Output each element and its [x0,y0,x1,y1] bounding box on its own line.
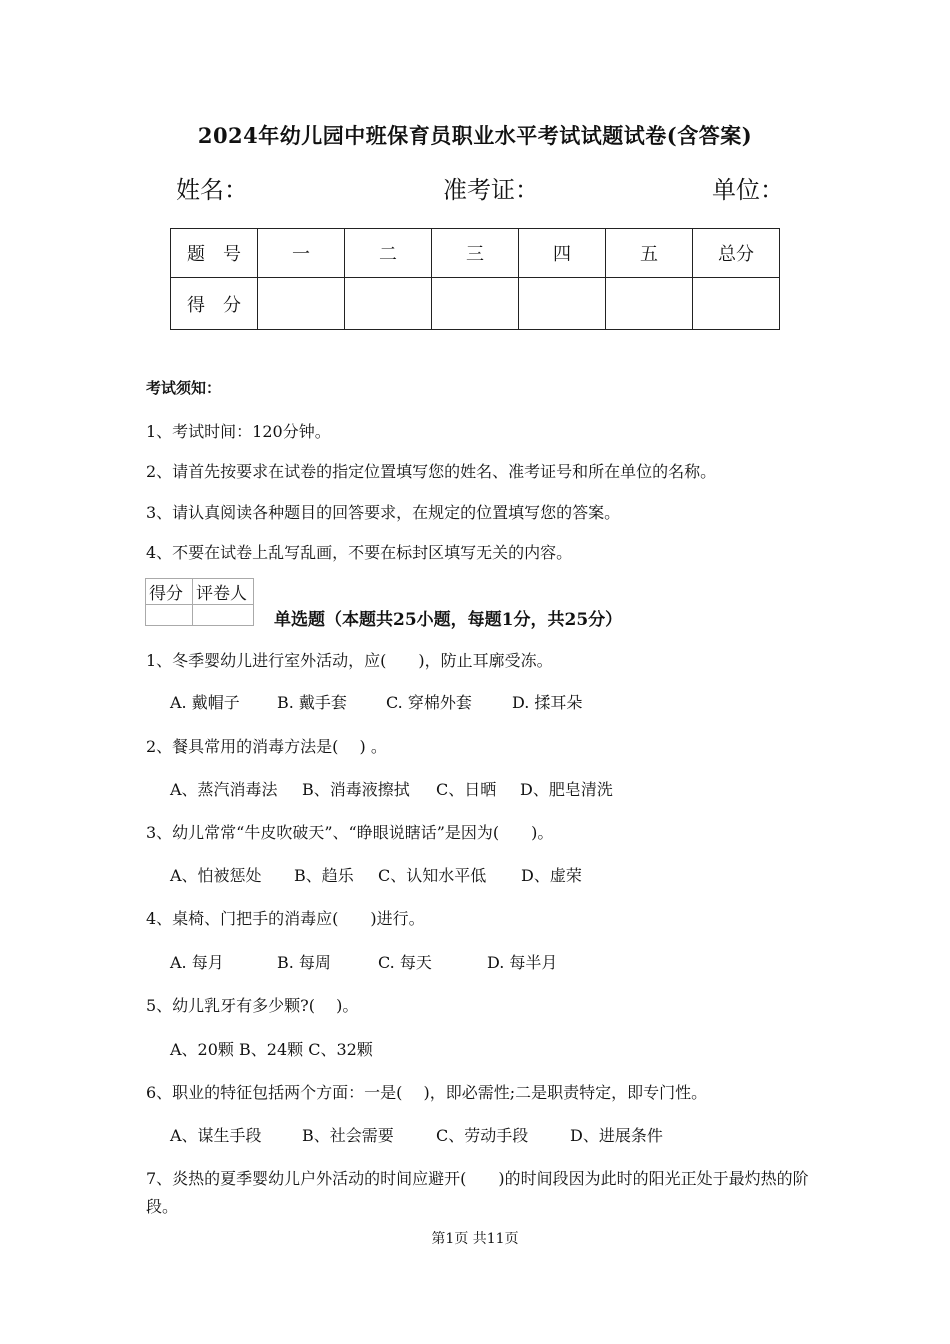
option[interactable]: D. 每半月 [487,953,558,972]
question-text: 6、职业的特征包括两个方面：一是( )，即必需性;二是职责特定，即专门性。 [146,1083,708,1102]
score-cell[interactable] [345,278,432,330]
score-cell[interactable] [606,278,693,330]
notice-item: 2、请首先按要求在试卷的指定位置填写您的姓名、准考证号和所在单位的名称。 [146,462,717,481]
question-options [170,863,582,886]
score-table-score-label: 得 分 [171,278,258,330]
score-table-header-total: 总分 [693,229,780,278]
option[interactable]: C. 每天 [378,953,432,972]
option[interactable]: C、认知水平低 [378,866,487,885]
grader-box [145,578,254,626]
section-title: 单选题（本题共25小题，每题1分，共25分） [274,610,623,630]
score-table-header-3: 三 [432,229,519,278]
option[interactable]: B、消毒液擦拭 [302,780,410,799]
score-table-score-row [171,278,780,330]
option[interactable]: D. 揉耳朵 [512,693,583,712]
option[interactable]: A. 戴帽子 [170,693,240,712]
score-table-header-1: 一 [258,229,345,278]
notice-item: 3、请认真阅读各种题目的回答要求，在规定的位置填写您的答案。 [146,503,621,522]
option[interactable]: B、社会需要 [302,1126,394,1145]
unit-label: 单位： [712,176,784,204]
question-text: 1、冬季婴幼儿进行室外活动，应( )，防止耳廓受冻。 [146,651,553,670]
notice-item: 1、考试时间：120分钟。 [146,422,331,441]
option[interactable]: D、肥皂清洗 [520,780,613,799]
option[interactable]: A、谋生手段 [170,1126,262,1145]
question-text: 2、餐具常用的消毒方法是( ) 。 [146,737,387,756]
score-cell[interactable] [432,278,519,330]
question-text: 7、炎热的夏季婴幼儿户外活动的时间应避开( )的时间段因为此时的阳光正处于最灼热的阶段。 [146,1169,809,1216]
name-label: 姓名： [176,176,248,204]
question-options [170,1123,663,1146]
option[interactable]: A. 每月 [170,953,224,972]
question-options [170,950,557,973]
question-text: 3、幼儿常常“牛皮吹破天”、“睁眼说瞎话”是因为( )。 [146,823,554,842]
score-table-header-2: 二 [345,229,432,278]
option[interactable]: B. 每周 [277,953,331,972]
grader-name-label: 评卷人 [193,579,254,605]
score-cell[interactable] [258,278,345,330]
score-table-header-row [171,229,780,278]
option[interactable]: B、趋乐 [294,866,354,885]
question-options [170,1037,373,1060]
notice-heading: 考试须知： [146,379,222,397]
score-table-header-5: 五 [606,229,693,278]
option[interactable]: D、虚荣 [521,866,582,885]
page-title: 2024年幼儿园中班保育员职业水平考试试题试卷(含答案) [197,123,753,148]
option[interactable]: A、20颗 B、24颗 C、32颗 [170,1040,373,1059]
exam-number-label: 准考证： [443,176,539,204]
question-text: 5、幼儿乳牙有多少颗?( )。 [146,996,359,1015]
question-options [170,777,613,800]
grader-score-label: 得分 [146,579,193,605]
option[interactable]: A、蒸汽消毒法 [170,780,278,799]
question-options [170,690,582,713]
option[interactable]: A、怕被惩处 [170,866,262,885]
option[interactable]: D、进展条件 [570,1126,663,1145]
question-text: 4、桌椅、门把手的消毒应( )进行。 [146,909,425,928]
grader-score-cell[interactable] [146,605,193,626]
option[interactable]: C. 穿棉外套 [386,693,472,712]
page-footer: 第1页 共11页 [431,1231,519,1247]
score-table-header-label: 题 号 [171,229,258,278]
option[interactable]: C、劳动手段 [436,1126,529,1145]
score-table-header-4: 四 [519,229,606,278]
notice-item: 4、不要在试卷上乱写乱画，不要在标封区填写无关的内容。 [146,543,573,562]
score-cell[interactable] [519,278,606,330]
score-table [170,228,780,330]
score-cell-total[interactable] [693,278,780,330]
grader-name-cell[interactable] [193,605,254,626]
option[interactable]: C、日晒 [436,780,497,799]
option[interactable]: B. 戴手套 [277,693,347,712]
